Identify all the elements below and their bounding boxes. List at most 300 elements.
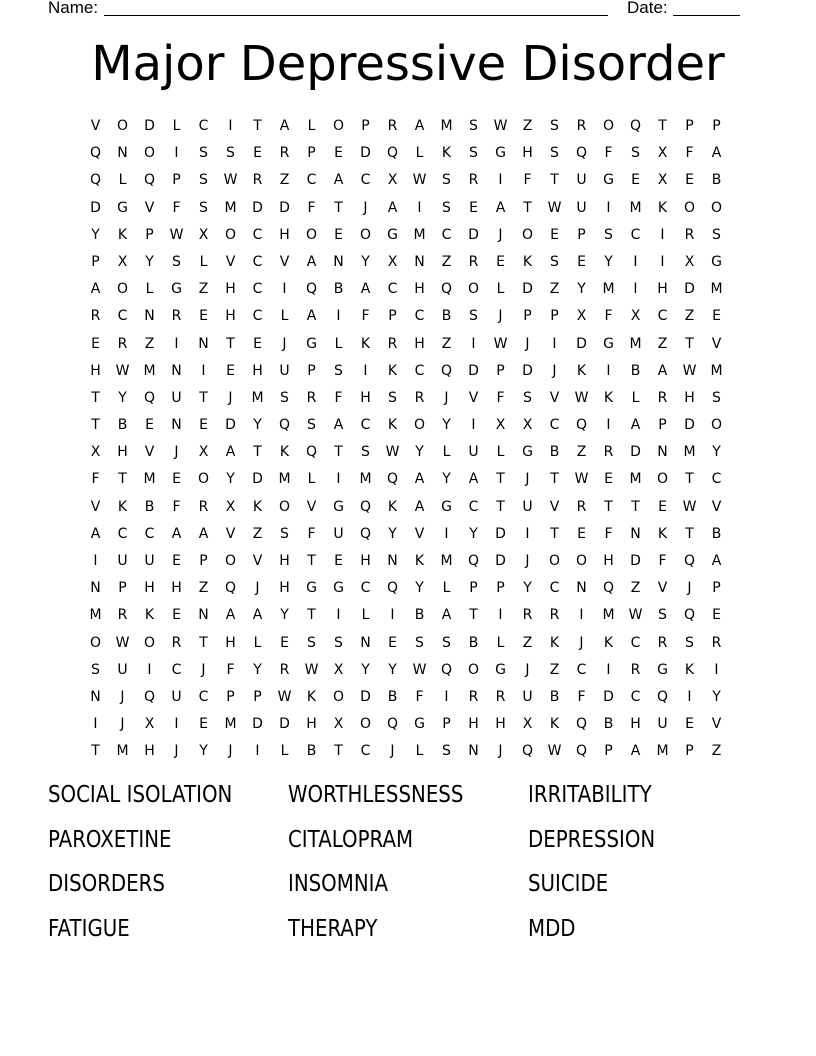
grid-letter: E — [388, 634, 397, 651]
grid-letter: A — [171, 525, 182, 542]
grid-letter: S — [199, 145, 208, 162]
word-search-grid — [82, 113, 730, 766]
grid-letter: I — [228, 118, 233, 134]
grid-letter: Q — [386, 471, 399, 488]
grid-letter: B — [144, 498, 155, 515]
grid-letter: X — [630, 308, 641, 325]
word-list-item: PAROXETINE — [48, 826, 172, 853]
grid-letter: T — [496, 471, 505, 488]
grid-letter: G — [306, 580, 317, 597]
grid-letter: B — [549, 444, 560, 461]
grid-letter: M — [251, 389, 264, 406]
grid-letter: T — [91, 389, 100, 406]
grid-letter: H — [90, 362, 101, 379]
grid-letter: P — [172, 172, 181, 189]
grid-letter: T — [118, 471, 127, 488]
grid-letter: P — [496, 580, 505, 597]
grid-letter: O — [116, 118, 129, 134]
grid-letter: S — [388, 389, 397, 406]
grid-letter: V — [279, 253, 290, 270]
grid-letter: I — [579, 607, 584, 624]
grid-letter: R — [495, 688, 506, 705]
grid-letter: A — [225, 444, 236, 461]
word-list-item: DEPRESSION — [528, 826, 656, 853]
grid-letter: C — [360, 743, 371, 760]
grid-letter: Z — [279, 172, 290, 189]
grid-letter: B — [630, 362, 641, 379]
grid-letter: N — [117, 145, 128, 162]
grid-letter: P — [550, 308, 559, 325]
grid-letter: Y — [361, 253, 370, 270]
grid-letter: V — [549, 389, 560, 406]
grid-letter: Z — [684, 308, 695, 325]
grid-letter: O — [521, 226, 534, 243]
grid-letter: D — [468, 362, 479, 379]
grid-letter: T — [550, 471, 559, 488]
grid-letter: A — [657, 362, 668, 379]
grid-letter: Y — [361, 661, 370, 678]
grid-letter: U — [468, 444, 479, 461]
grid-letter: J — [174, 444, 179, 461]
grid-letter: Z — [549, 661, 560, 678]
grid-letter: C — [630, 634, 641, 651]
grid-letter: I — [174, 716, 179, 733]
grid-letter: M — [278, 471, 291, 488]
grid-letter: C — [117, 525, 128, 542]
grid-letter: A — [279, 118, 290, 134]
grid-letter: N — [90, 688, 101, 705]
grid-letter: V — [549, 498, 560, 515]
grid-letter: V — [711, 498, 722, 515]
grid-letter: E — [658, 498, 667, 515]
grid-letter: T — [253, 444, 262, 461]
grid-letter: H — [414, 281, 425, 298]
grid-letter: E — [172, 607, 181, 624]
grid-letter: C — [414, 308, 425, 325]
grid-letter: H — [252, 362, 263, 379]
grid-letter: M — [116, 743, 129, 760]
grid-letter: X — [522, 716, 533, 733]
grid-letter: H — [360, 553, 371, 569]
grid-letter: J — [174, 743, 179, 760]
grid-letter: D — [522, 281, 533, 298]
grid-letter: I — [174, 335, 179, 352]
grid-letter: L — [334, 335, 343, 352]
grid-letter: K — [549, 634, 560, 651]
grid-letter: F — [523, 172, 532, 189]
grid-letter: B — [306, 743, 317, 760]
grid-letter: F — [415, 688, 424, 705]
grid-letter: R — [684, 226, 695, 243]
grid-letter: A — [333, 417, 344, 434]
grid-letter: W — [574, 471, 589, 488]
grid-letter: L — [442, 444, 451, 461]
grid-letter: M — [89, 607, 102, 624]
grid-letter: U — [144, 553, 155, 569]
word-list-item: IRRITABILITY — [528, 782, 652, 808]
grid-letter: D — [522, 362, 533, 379]
grid-letter: Y — [253, 661, 262, 678]
grid-letter: A — [441, 607, 452, 624]
grid-letter: W — [412, 172, 427, 189]
grid-letter: R — [414, 389, 425, 406]
word-list-item: SOCIAL ISOLATION — [48, 782, 233, 808]
grid-letter: G — [603, 172, 614, 189]
grid-letter: R — [252, 172, 263, 189]
grid-letter: I — [93, 716, 98, 733]
grid-letter: M — [224, 199, 237, 216]
grid-letter: S — [631, 145, 640, 162]
grid-letter: S — [280, 389, 289, 406]
grid-letter: T — [631, 498, 640, 515]
grid-letter: J — [282, 335, 287, 352]
grid-letter: G — [495, 661, 506, 678]
word-list-item: WORTHLESSNESS — [288, 782, 464, 808]
grid-letter: T — [604, 498, 613, 515]
grid-letter: Q — [305, 444, 318, 461]
grid-letter: O — [278, 498, 291, 515]
grid-letter: X — [198, 226, 209, 243]
grid-letter: J — [390, 743, 395, 760]
grid-letter: L — [307, 471, 316, 488]
grid-letter: J — [201, 661, 206, 678]
grid-letter: J — [579, 634, 584, 651]
grid-letter: I — [633, 253, 638, 270]
grid-letter: C — [549, 580, 560, 597]
grid-letter: X — [117, 253, 128, 270]
grid-letter: Y — [523, 580, 532, 597]
grid-letter: B — [333, 281, 344, 298]
grid-letter: A — [360, 281, 371, 298]
grid-letter: Y — [415, 444, 424, 461]
grid-letter: N — [198, 335, 209, 352]
grid-letter: O — [359, 226, 372, 243]
grid-letter: I — [525, 525, 530, 542]
grid-letter: B — [441, 308, 452, 325]
grid-letter: U — [171, 389, 182, 406]
grid-letter: D — [279, 199, 290, 216]
grid-letter: I — [687, 688, 692, 705]
grid-letter: F — [685, 145, 694, 162]
grid-letter: R — [711, 634, 722, 651]
grid-letter: Y — [91, 226, 100, 243]
grid-letter: W — [493, 118, 508, 134]
grid-letter: T — [91, 743, 100, 760]
grid-letter: U — [117, 661, 128, 678]
grid-letter: L — [280, 743, 289, 760]
grid-letter: P — [496, 362, 505, 379]
grid-letter: S — [550, 145, 559, 162]
grid-letter: O — [197, 471, 210, 488]
grid-letter: T — [523, 199, 532, 216]
grid-letter: J — [363, 199, 368, 216]
grid-letter: S — [442, 199, 451, 216]
grid-letter: O — [683, 199, 696, 216]
grid-letter: I — [147, 661, 152, 678]
grid-letter: H — [225, 281, 236, 298]
grid-letter: Q — [386, 716, 399, 733]
grid-letter: C — [198, 688, 209, 705]
grid-letter: N — [387, 553, 398, 569]
grid-letter: H — [657, 281, 668, 298]
grid-letter: R — [198, 498, 209, 515]
grid-letter: D — [252, 716, 263, 733]
grid-letter: H — [495, 716, 506, 733]
grid-letter: Q — [143, 389, 156, 406]
grid-letter: F — [91, 471, 100, 488]
name-blank-line — [104, 0, 608, 16]
grid-letter: D — [684, 281, 695, 298]
grid-letter: A — [90, 281, 101, 298]
grid-letter: O — [359, 716, 372, 733]
grid-letter: W — [115, 634, 130, 651]
grid-letter: L — [415, 145, 424, 162]
grid-letter: I — [606, 199, 611, 216]
grid-letter: Q — [386, 145, 399, 162]
grid-letter: A — [711, 553, 722, 569]
grid-letter: I — [660, 253, 665, 270]
grid-letter: S — [469, 118, 478, 134]
grid-letter: I — [471, 335, 476, 352]
grid-letter: Y — [199, 743, 208, 760]
grid-letter: E — [334, 226, 343, 243]
grid-letter: E — [226, 362, 235, 379]
grid-letter: O — [602, 118, 615, 134]
grid-letter: C — [414, 362, 425, 379]
grid-letter: T — [550, 172, 559, 189]
grid-letter: C — [711, 471, 722, 488]
grid-letter: C — [252, 253, 263, 270]
grid-letter: H — [522, 145, 533, 162]
grid-letter: C — [252, 226, 263, 243]
grid-letter: C — [657, 308, 668, 325]
grid-letter: F — [226, 661, 235, 678]
grid-letter: D — [468, 226, 479, 243]
grid-letter: T — [334, 199, 343, 216]
grid-letter: J — [120, 716, 125, 733]
grid-letter: K — [414, 553, 425, 569]
grid-letter: R — [630, 661, 641, 678]
grid-letter: E — [685, 172, 694, 189]
grid-letter: Z — [252, 525, 263, 542]
grid-letter: S — [361, 444, 370, 461]
grid-letter: I — [633, 281, 638, 298]
grid-letter: Y — [415, 580, 424, 597]
grid-letter: Q — [629, 118, 642, 134]
grid-letter: O — [710, 417, 723, 434]
grid-letter: A — [252, 607, 263, 624]
grid-letter: C — [252, 281, 263, 298]
grid-letter: L — [415, 743, 424, 760]
grid-letter: V — [225, 525, 236, 542]
grid-letter: Z — [576, 444, 587, 461]
grid-letter: G — [171, 281, 182, 298]
grid-letter: A — [306, 308, 317, 325]
grid-letter: M — [683, 444, 696, 461]
grid-letter: C — [198, 118, 209, 134]
grid-letter: M — [143, 471, 156, 488]
grid-letter: F — [496, 389, 505, 406]
grid-letter: B — [414, 607, 425, 624]
grid-letter: Z — [711, 743, 722, 760]
grid-letter: W — [547, 743, 562, 760]
grid-letter: Z — [198, 580, 209, 597]
grid-letter: O — [656, 471, 669, 488]
grid-letter: O — [116, 281, 129, 298]
date-label: Date: — [627, 0, 668, 17]
grid-letter: W — [682, 498, 697, 515]
grid-letter: R — [522, 607, 533, 624]
grid-letter: S — [550, 118, 559, 134]
grid-letter: V — [90, 118, 101, 134]
grid-letter: T — [469, 607, 478, 624]
grid-letter: S — [199, 172, 208, 189]
grid-letter: R — [468, 688, 479, 705]
grid-letter: I — [606, 417, 611, 434]
grid-letter: D — [603, 688, 614, 705]
grid-letter: W — [547, 199, 562, 216]
grid-letter: O — [224, 553, 237, 569]
grid-letter: R — [657, 634, 668, 651]
grid-letter: F — [172, 498, 181, 515]
grid-letter: P — [145, 226, 154, 243]
grid-letter: D — [495, 525, 506, 542]
page-title: Major Depressive Disorder — [91, 36, 725, 92]
grid-letter: D — [279, 716, 290, 733]
grid-letter: S — [604, 226, 613, 243]
grid-letter: D — [90, 199, 101, 216]
grid-letter: Q — [440, 661, 453, 678]
grid-letter: S — [712, 389, 721, 406]
grid-letter: E — [550, 226, 559, 243]
grid-letter: S — [469, 145, 478, 162]
grid-letter: Y — [712, 444, 721, 461]
grid-letter: P — [307, 362, 316, 379]
grid-letter: H — [603, 553, 614, 569]
grid-letter: C — [306, 172, 317, 189]
grid-letter: J — [525, 335, 530, 352]
grid-letter: N — [360, 634, 371, 651]
grid-letter: F — [604, 308, 613, 325]
grid-letter: Y — [442, 471, 451, 488]
grid-letter: B — [549, 688, 560, 705]
grid-letter: A — [468, 471, 479, 488]
grid-letter: I — [336, 471, 341, 488]
grid-letter: S — [280, 525, 289, 542]
grid-letter: Q — [89, 145, 102, 162]
grid-letter: O — [332, 688, 345, 705]
grid-letter: M — [710, 281, 723, 298]
grid-letter: H — [144, 743, 155, 760]
grid-letter: I — [498, 607, 503, 624]
grid-letter: U — [576, 199, 587, 216]
grid-letter: K — [684, 661, 695, 678]
grid-letter: J — [552, 362, 557, 379]
grid-letter: A — [711, 145, 722, 162]
grid-letter: S — [172, 253, 181, 270]
grid-letter: K — [522, 253, 533, 270]
grid-letter: G — [603, 335, 614, 352]
grid-letter: M — [440, 553, 453, 569]
grid-letter: D — [495, 553, 506, 569]
grid-letter: D — [630, 553, 641, 569]
grid-letter: O — [143, 634, 156, 651]
grid-letter: S — [226, 145, 235, 162]
grid-letter: X — [684, 253, 695, 270]
grid-letter: N — [90, 580, 101, 597]
grid-letter: K — [117, 226, 128, 243]
grid-letter: B — [603, 716, 614, 733]
grid-letter: Y — [577, 281, 586, 298]
grid-letter: I — [714, 661, 719, 678]
grid-letter: T — [496, 498, 505, 515]
grid-letter: Z — [441, 253, 452, 270]
grid-letter: R — [603, 444, 614, 461]
grid-letter: T — [685, 471, 694, 488]
grid-letter: Q — [467, 553, 480, 569]
grid-letter: V — [711, 716, 722, 733]
grid-letter: E — [334, 553, 343, 569]
grid-letter: P — [253, 688, 262, 705]
grid-letter: R — [387, 335, 398, 352]
grid-letter: P — [388, 308, 397, 325]
grid-letter: C — [171, 661, 182, 678]
grid-letter: S — [307, 634, 316, 651]
grid-letter: E — [712, 607, 721, 624]
grid-letter: P — [361, 118, 370, 134]
grid-letter: E — [334, 145, 343, 162]
grid-letter: E — [145, 417, 154, 434]
grid-letter: E — [712, 308, 721, 325]
grid-letter: K — [603, 389, 614, 406]
grid-letter: H — [279, 226, 290, 243]
grid-letter: G — [414, 716, 425, 733]
grid-letter: R — [279, 661, 290, 678]
grid-letter: Q — [359, 498, 372, 515]
grid-letter: W — [493, 335, 508, 352]
grid-letter: A — [495, 199, 506, 216]
grid-letter: U — [522, 498, 533, 515]
grid-letter: O — [467, 281, 480, 298]
grid-letter: E — [199, 417, 208, 434]
grid-letter: I — [471, 417, 476, 434]
grid-letter: M — [656, 743, 669, 760]
grid-letter: Q — [359, 525, 372, 542]
grid-letter: E — [199, 308, 208, 325]
grid-letter: V — [144, 444, 155, 461]
grid-letter: M — [629, 335, 642, 352]
grid-letter: R — [171, 308, 182, 325]
grid-letter: S — [550, 253, 559, 270]
grid-letter: U — [657, 716, 668, 733]
grid-letter: V — [657, 580, 668, 597]
grid-letter: H — [117, 444, 128, 461]
grid-letter: G — [117, 199, 128, 216]
grid-letter: H — [684, 389, 695, 406]
grid-letter: Z — [657, 335, 668, 352]
grid-letter: E — [685, 716, 694, 733]
grid-letter: U — [333, 525, 344, 542]
grid-letter: A — [414, 118, 425, 134]
grid-letter: Q — [683, 553, 696, 569]
grid-letter: S — [91, 661, 100, 678]
grid-letter: Q — [386, 580, 399, 597]
grid-letter: P — [469, 580, 478, 597]
grid-letter: B — [468, 634, 479, 651]
grid-letter: W — [574, 389, 589, 406]
grid-letter: N — [171, 362, 182, 379]
grid-letter: O — [575, 553, 588, 569]
